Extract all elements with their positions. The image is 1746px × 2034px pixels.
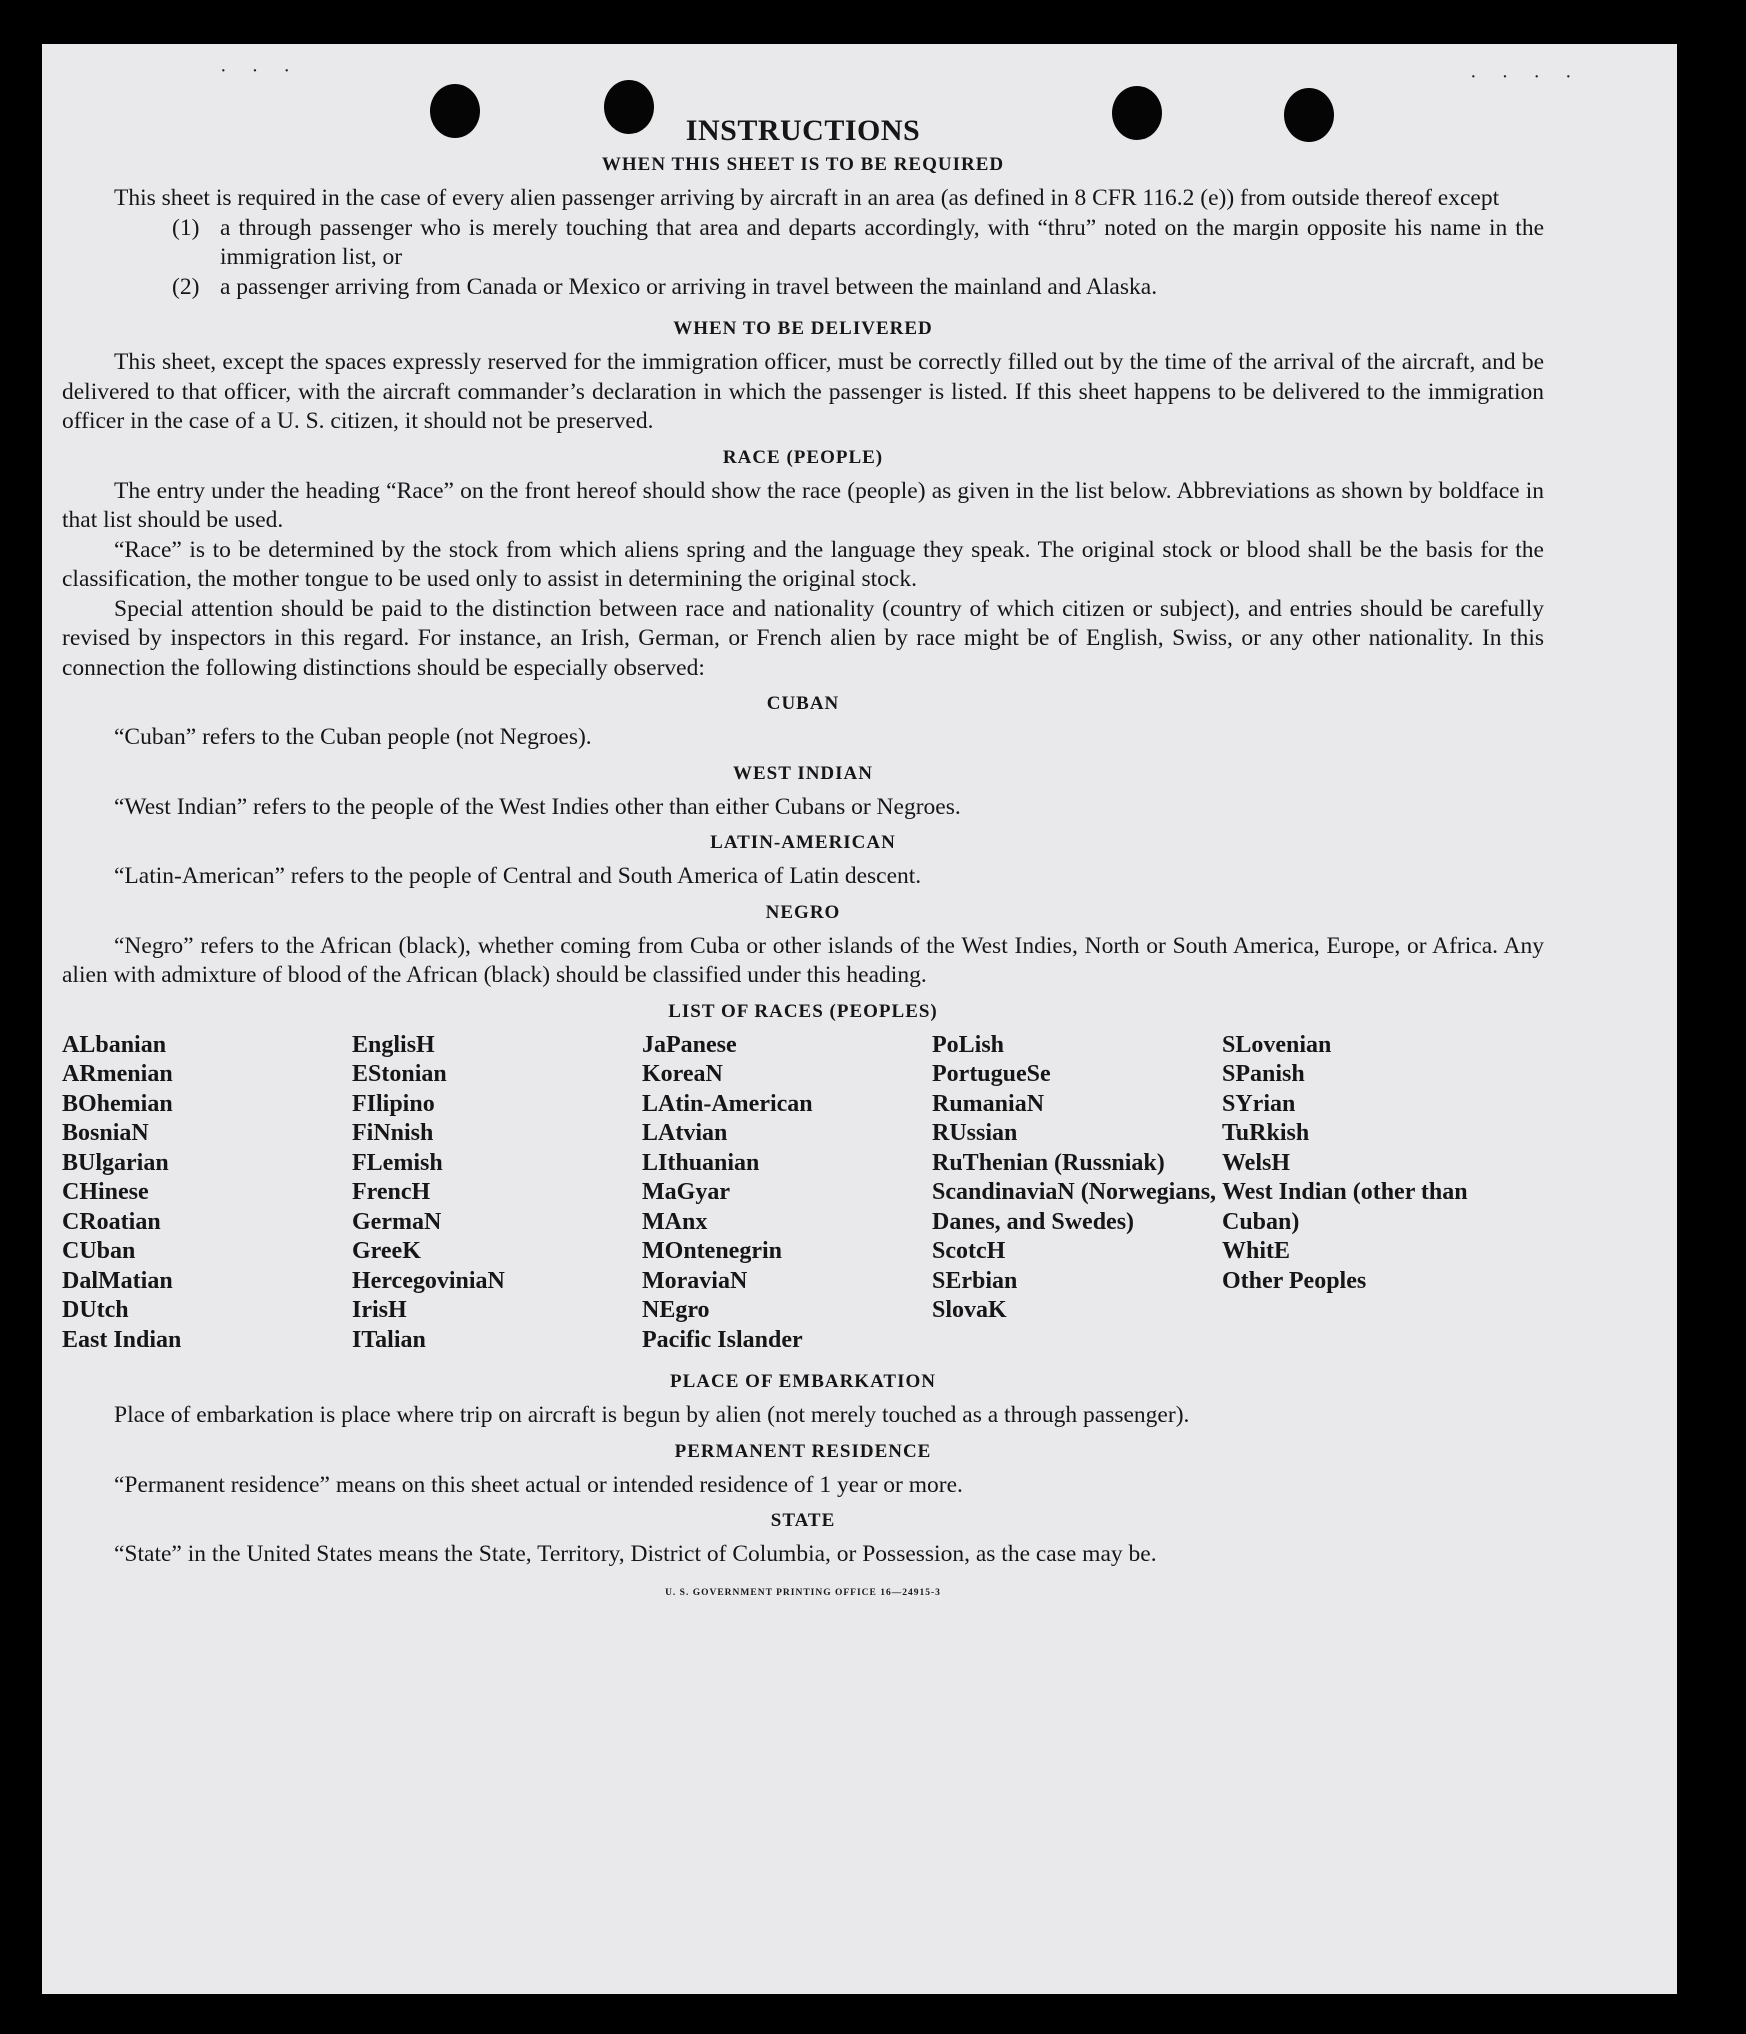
race-item: SYrian — [1222, 1090, 1296, 1117]
race-item: DalMatian — [62, 1267, 173, 1294]
race-item: ALbanian — [62, 1031, 167, 1058]
race-item: ITalian — [352, 1326, 426, 1353]
race-item: PortugueSe — [932, 1061, 1051, 1087]
race-item: MOntenegrin — [642, 1238, 782, 1264]
race-item: FIlipino — [352, 1090, 435, 1117]
section-heading-embarkation: PLACE OF EMBARKATION — [670, 1371, 936, 1392]
cuban-text: “Cuban” refers to the Cuban people (not Negroes). — [114, 724, 592, 750]
race-item: FLemish — [352, 1149, 443, 1176]
delivered-text: This sheet, except the spaces expressly reserved for the immigration officer, must be correctly filled out by the time of the arrival of the aircraft, and be delivered to that officer, with the aircraft commander’s declaration in which the passenger is listed. If this sheet happens to be delivered to the immigration officer in the case of a U. S. citizen, it should not be preserved. — [62, 349, 1544, 434]
race-paragraph-1: The entry under the heading “Race” on the front hereof should show the race (people) as given in the list below. Abbreviations as shown by boldface in that list should be used. — [62, 477, 1544, 533]
race-item: EnglisH — [352, 1031, 435, 1058]
list-item-number: (2) — [172, 273, 200, 300]
race-item: FiNnish — [352, 1120, 434, 1146]
race-item: RumaniaN — [932, 1090, 1045, 1117]
required-intro: This sheet is required in the case of every alien passenger arriving by aircraft in an area (as defined in 8 CFR 116.2 (e)) from outside thereof except — [114, 185, 1500, 211]
speck-marks: · · · — [220, 60, 300, 82]
race-item: NEgro — [642, 1297, 710, 1323]
race-item: RUssian — [932, 1120, 1018, 1146]
race-item: ScotcH — [932, 1238, 1006, 1264]
race-item: Pacific Islander — [642, 1326, 803, 1353]
race-item: MoraviaN — [642, 1267, 748, 1294]
race-item: ScandinaviaN (Norwegians, Danes, and Swedes) — [932, 1179, 1217, 1235]
race-item: RuThenian (Russniak) — [932, 1149, 1165, 1176]
race-item: MaGyar — [642, 1179, 730, 1205]
instructions-body — [62, 114, 1544, 1598]
race-item: BOhemian — [62, 1090, 173, 1117]
race-item: PoLish — [932, 1031, 1005, 1058]
state-text: “State” in the United States means the State, Territory, District of Columbia, or Possession, as the case may be. — [114, 1541, 1157, 1567]
residence-text: “Permanent residence” means on this sheet actual or intended residence of 1 year or more. — [114, 1471, 963, 1498]
race-item: SErbian — [932, 1267, 1018, 1294]
race-item: Other Peoples — [1222, 1267, 1367, 1294]
section-heading-cuban: CUBAN — [766, 693, 840, 714]
section-heading-state: STATE — [770, 1510, 836, 1531]
section-heading-required: WHEN THIS SHEET IS TO BE REQUIRED — [601, 154, 1005, 175]
section-heading-residence: PERMANENT RESIDENCE — [674, 1440, 932, 1462]
races-column-3 — [642, 1031, 932, 1356]
race-item: HercegoviniaN — [352, 1267, 505, 1294]
list-item — [172, 214, 1544, 273]
race-item: DUtch — [62, 1297, 129, 1323]
document-sheet — [42, 44, 1677, 1994]
race-item: EStonian — [352, 1061, 447, 1087]
section-heading-negro: NEGRO — [765, 901, 841, 923]
section-heading-west-indian: WEST INDIAN — [733, 762, 873, 784]
race-item: BUlgarian — [62, 1149, 169, 1176]
page-title: INSTRUCTIONS — [685, 114, 921, 147]
race-item: KoreaN — [642, 1061, 723, 1087]
race-item: WelsH — [1222, 1149, 1291, 1176]
races-list — [62, 1031, 1544, 1356]
speck-marks: · · · · — [1470, 66, 1582, 88]
section-heading-races-list: LIST OF RACES (PEOPLES) — [668, 1000, 938, 1022]
race-paragraph-3: Special attention should be paid to the distinction between race and nationality (country of which citizen or subject), and entries should be carefully revised by inspectors in this regard. For instance, an Irish, German, or French alien by race might be of English, Swiss, or any other nationality. In this connection the following distinctions should be especially observed: — [62, 595, 1544, 681]
list-item-text: a through passenger who is merely touching that area and departs accordingly, with “thru” noted on the margin opposite his name in the immigration list, or — [220, 214, 1544, 270]
latin-american-text: “Latin-American” refers to the people of Central and South America of Latin descent. — [114, 863, 922, 889]
races-column-1 — [62, 1031, 352, 1356]
list-item — [172, 273, 1544, 303]
race-item: JaPanese — [642, 1031, 737, 1058]
race-item: FrencH — [352, 1179, 431, 1205]
race-item: GermaN — [352, 1208, 442, 1235]
race-item: BosniaN — [62, 1120, 149, 1146]
race-item: SPanish — [1222, 1061, 1305, 1087]
race-item: MAnx — [642, 1208, 708, 1235]
race-item: CHinese — [62, 1179, 149, 1205]
race-item: IrisH — [352, 1297, 407, 1323]
races-column-5 — [1222, 1031, 1512, 1356]
section-heading-latin-american: LATIN-AMERICAN — [710, 832, 896, 853]
race-item: SlovaK — [932, 1297, 1007, 1323]
races-column-2 — [352, 1031, 642, 1356]
races-column-4 — [932, 1031, 1222, 1356]
race-item: TuRkish — [1222, 1120, 1310, 1146]
printing-office-imprint: U. S. GOVERNMENT PRINTING OFFICE 16—24915-3 — [665, 1587, 941, 1598]
race-item: CRoatian — [62, 1208, 161, 1235]
embarkation-text: Place of embarkation is place where trip on aircraft is begun by alien (not merely touched as a through passenger). — [114, 1402, 1190, 1428]
list-item-number: (1) — [172, 214, 200, 241]
race-item: West Indian (other than Cuban) — [1222, 1179, 1468, 1235]
race-item: LAtin-American — [642, 1090, 813, 1117]
race-item: CUban — [62, 1238, 136, 1264]
race-item: East Indian — [62, 1326, 182, 1353]
race-item: GreeK — [352, 1238, 421, 1264]
list-item-text: a passenger arriving from Canada or Mexico or arriving in travel between the mainland and Alaska. — [220, 273, 1158, 300]
west-indian-text: “West Indian” refers to the people of the West Indies other than either Cubans or Negroes. — [114, 793, 961, 820]
race-item: ARmenian — [62, 1061, 173, 1087]
race-paragraph-2: “Race” is to be determined by the stock from which aliens spring and the language they speak. The original stock or blood shall be the basis for the classification, the mother tongue to be used only to assist in determining the original stock. — [62, 536, 1544, 592]
section-heading-delivered: WHEN TO BE DELIVERED — [673, 318, 933, 339]
negro-text: “Negro” refers to the African (black), whether coming from Cuba or other islands of the West Indies, North or South America, Europe, or Africa. Any alien with admixture of blood of the African (black) should be classified under this heading. — [62, 932, 1544, 988]
race-item: LAtvian — [642, 1120, 728, 1146]
race-item: WhitE — [1222, 1238, 1291, 1264]
section-heading-race: RACE (PEOPLE) — [722, 446, 884, 468]
race-item: LIthuanian — [642, 1149, 760, 1176]
race-item: SLovenian — [1222, 1031, 1332, 1058]
